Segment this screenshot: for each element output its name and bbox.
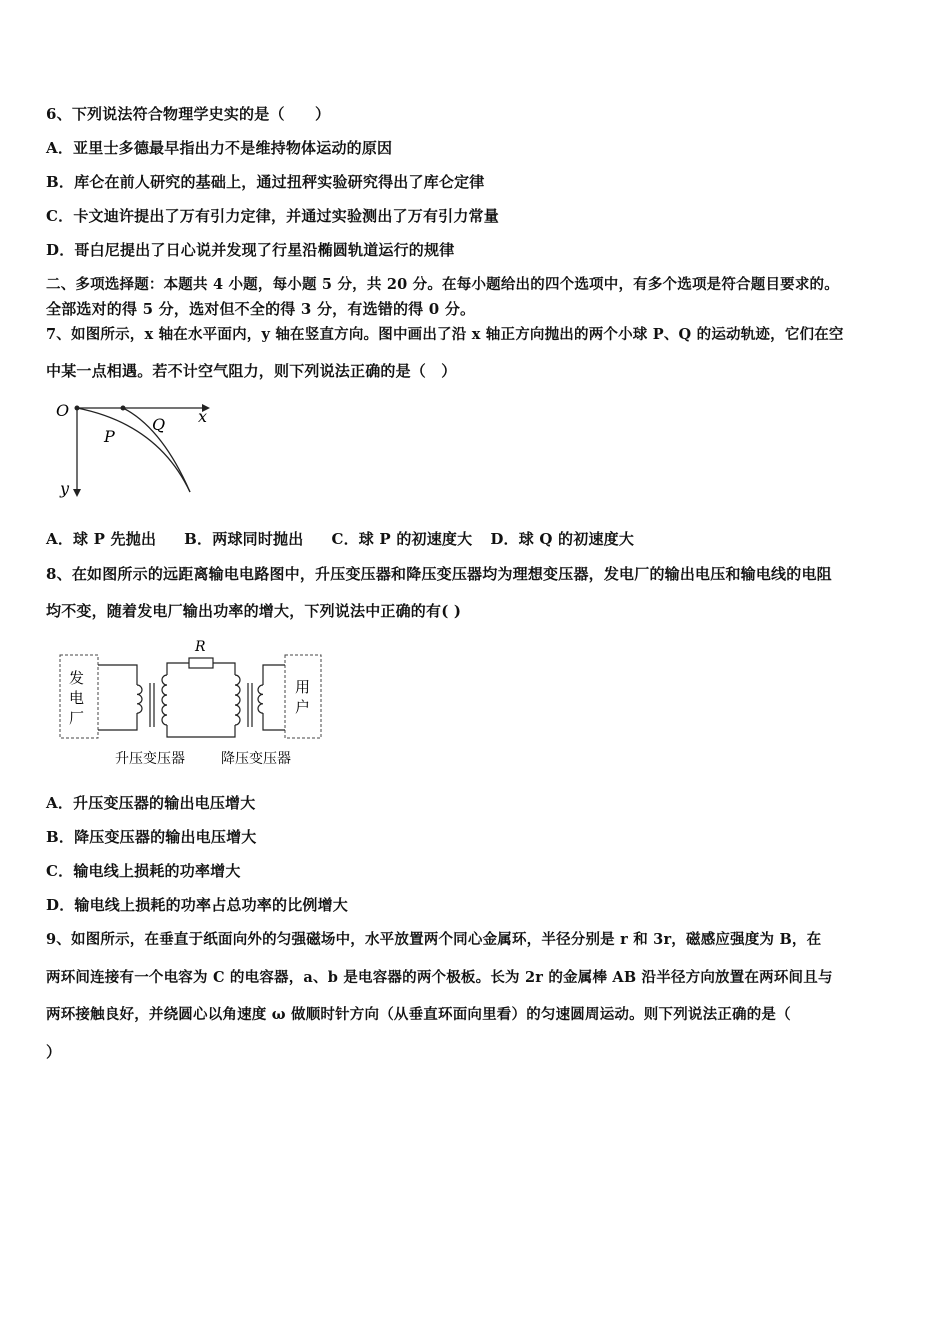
q-start-dot — [121, 406, 126, 411]
line-wire-top-right — [213, 663, 235, 675]
q7-trajectory-figure — [50, 394, 230, 504]
step-down-secondary-coil — [258, 685, 263, 713]
line-wire-bottom — [167, 725, 235, 737]
y-axis-arrow — [73, 489, 81, 497]
user-char-2: 户 — [295, 698, 311, 716]
q7-option-c: C．球 P 的初速度大 — [331, 530, 473, 548]
y-axis-label: y — [60, 479, 70, 498]
q8-stem-line1: 8、在如图所示的远距离输电电路图中，升压变压器和降压变压器均为理想变压器，发电厂的输出电压和输电线的电阻 — [46, 565, 832, 583]
primary-wire-top — [98, 665, 137, 685]
q6-stem: 6、下列说法符合物理学史实的是（ ） — [46, 105, 331, 123]
q7-option-a: A．球 P 先抛出 — [46, 530, 157, 548]
x-axis-label: x — [198, 407, 208, 426]
q8-option-a: A．升压变压器的输出电压增大 — [46, 794, 256, 812]
q9-line3: 两环接触良好，并绕圆心以角速度 ω 做顺时针方向（从垂直环面向里看）的匀速圆周运动。则下列说法正确的是（ — [46, 1006, 791, 1023]
q8-option-c: C．输电线上损耗的功率增大 — [46, 862, 241, 880]
curve-p-label: P — [104, 427, 115, 446]
origin-label: O — [56, 401, 70, 420]
user-box — [285, 655, 321, 738]
step-up-label: 升压变压器 — [115, 751, 185, 767]
step-up-primary-coil — [137, 685, 142, 713]
q9-line1: 9、如图所示，在垂直于纸面向外的匀强磁场中，水平放置两个同心金属环，半径分别是 r 和 3r，磁感应强度为 B，在 — [46, 931, 822, 948]
q7-option-b: B．两球同时抛出 — [184, 530, 304, 548]
q9-line2: 两环间连接有一个电容为 C 的电容器，a、b 是电容器的两个极板。长为 2r 的金属棒 AB 沿半径方向放置在两环间且与 — [46, 969, 833, 986]
resistor — [189, 658, 213, 668]
step-down-label: 降压变压器 — [221, 751, 291, 767]
q7-stem-line1: 7、如图所示，x 轴在水平面内，y 轴在竖直方向。图中画出了沿 x 轴正方向抛出的两个小球 P、Q 的运动轨迹，它们在空 — [46, 326, 844, 343]
plant-char-1: 发 — [69, 669, 85, 687]
q6-option-a: A．亚里士多德最早指出力不是维持物体运动的原因 — [46, 139, 393, 157]
q8-option-b: B．降压变压器的输出电压增大 — [46, 828, 257, 846]
user-char-1: 用 — [295, 678, 311, 696]
user-wire-bottom — [263, 713, 285, 730]
step-down-primary-coil — [235, 675, 240, 725]
resistor-label: R — [195, 639, 206, 655]
q7-options — [46, 528, 662, 549]
q7-stem-line2: 中某一点相遇。若不计空气阻力，则下列说法正确的是（ ） — [46, 362, 457, 380]
q7-option-d: D．球 Q 的初速度大 — [490, 530, 635, 548]
trajectory-p — [77, 408, 190, 492]
q6-option-b: B．库仑在前人研究的基础上，通过扭秤实验研究得出了库仑定律 — [46, 173, 485, 191]
origin-dot — [75, 406, 80, 411]
plant-char-2: 电 — [69, 689, 85, 707]
q8-option-d: D．输电线上损耗的功率占总功率的比例增大 — [46, 896, 349, 914]
q6-option-d: D．哥白尼提出了日心说并发现了行星沿椭圆轨道运行的规律 — [46, 241, 455, 259]
plant-char-3: 厂 — [69, 709, 85, 727]
line-wire-top-left — [167, 663, 189, 675]
user-wire-top — [263, 665, 285, 685]
q6-option-c: C．卡文迪许提出了万有引力定律，并通过实验测出了万有引力常量 — [46, 207, 499, 225]
q8-circuit-figure — [55, 635, 330, 775]
step-up-secondary-coil — [162, 675, 167, 725]
primary-wire-bottom — [98, 713, 137, 730]
section2-heading-line2: 全部选对的得 5 分，选对但不全的得 3 分，有选错的得 0 分。 — [46, 300, 476, 318]
q8-stem-line2: 均不变，随着发电厂输出功率的增大，下列说法中正确的有( ) — [46, 602, 462, 620]
section2-heading-line1: 二、多项选择题：本题共 4 小题，每小题 5 分，共 20 分。在每小题给出的四个选项中，有多个选项是符合题目要求的。 — [46, 276, 839, 293]
curve-q-label: Q — [152, 415, 166, 434]
q9-line4: ） — [46, 1043, 62, 1061]
